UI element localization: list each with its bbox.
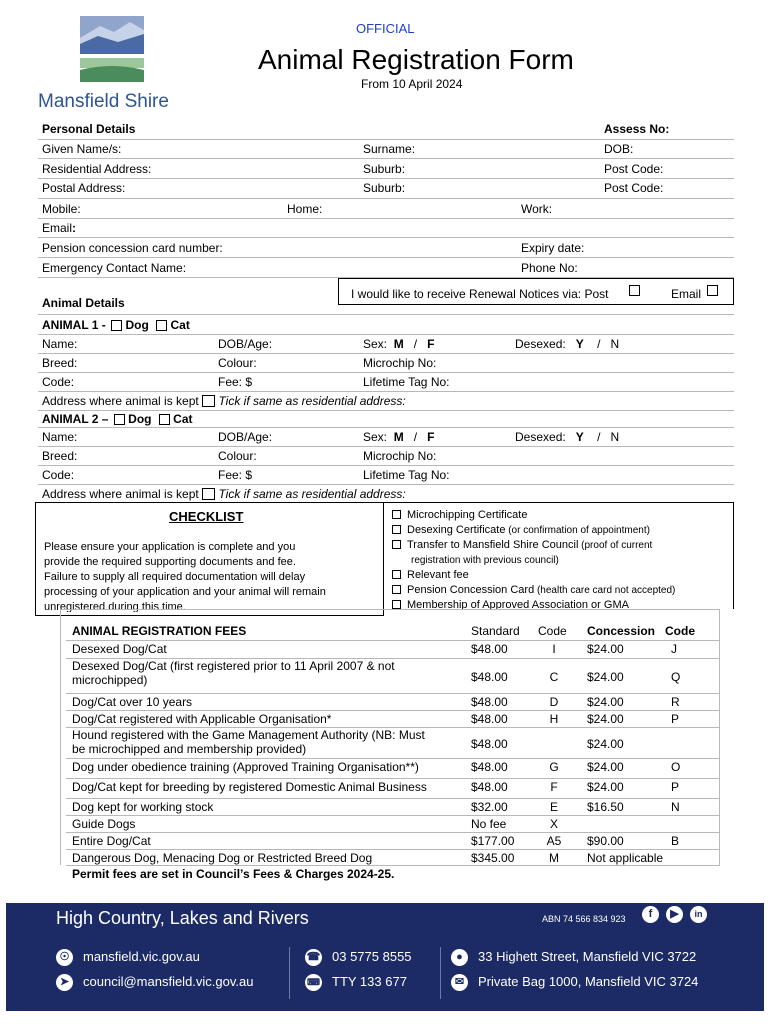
animal2-desexed-field[interactable]	[515, 430, 619, 444]
fee-row-label	[72, 659, 462, 687]
fee-concession: $90.00	[587, 834, 624, 848]
mobile-field[interactable]: Mobile:	[42, 202, 81, 216]
sex-separator: /	[413, 430, 418, 444]
given-names-field[interactable]: Given Name/s:	[42, 142, 122, 156]
footer-abn: ABN 74 566 834 923	[542, 914, 626, 924]
checklist-title: CHECKLIST	[169, 509, 244, 524]
animal1-code-field[interactable]: Code:	[42, 375, 75, 389]
facebook-icon[interactable]: f	[642, 906, 659, 923]
phone-icon: ☎	[305, 949, 322, 966]
animal1-microchip-field[interactable]: Microchip No:	[363, 356, 437, 370]
sex-label: Sex:	[363, 337, 388, 351]
fee-concession-code: P	[671, 712, 680, 726]
checklist-item-checkbox[interactable]	[392, 600, 401, 609]
checklist-body	[44, 540, 380, 612]
animal1-dog-checkbox[interactable]	[111, 320, 122, 331]
fee-row-label	[72, 834, 462, 848]
page-subtitle: From 10 April 2024	[361, 77, 463, 91]
fee-concession-code: P	[671, 780, 680, 794]
animal1-dog-label: Dog	[125, 318, 149, 332]
footer-postal-address: Private Bag 1000, Mansfield VIC 3724	[478, 974, 699, 989]
logo-mountains-icon	[38, 14, 188, 94]
classification-label: OFFICIAL	[356, 21, 415, 36]
fee-row-label-line: Guide Dogs	[72, 817, 136, 831]
surname-field[interactable]: Surname:	[363, 142, 416, 156]
fee-row-label-line: Dog kept for working stock	[72, 800, 214, 814]
animal2-sex-field[interactable]	[363, 430, 434, 444]
fee-concession-code: Q	[671, 670, 681, 684]
permit-fees-note: Permit fees are set in Council’s Fees & Charges 2024-25.	[72, 867, 395, 881]
animal1-sex-field[interactable]	[363, 337, 434, 351]
checklist-item-label: Relevant fee	[407, 569, 469, 581]
checklist-item-label: Microchipping Certificate	[407, 509, 528, 521]
sex-f-option[interactable]: F	[427, 430, 435, 444]
fee-row-label	[72, 760, 462, 774]
fee-row-label	[72, 780, 462, 794]
expiry-date-field[interactable]: Expiry date:	[521, 241, 585, 255]
animal2-address-row	[42, 487, 406, 501]
email-colon: :	[72, 221, 77, 235]
fee-row-label-line: Desexed Dog/Cat (first registered prior to 11 April 2007 & not	[72, 659, 395, 673]
checklist-item[interactable]	[392, 539, 652, 552]
fee-code: I	[552, 642, 556, 656]
animal1-same-address-label: Tick if same as residential address:	[218, 394, 406, 408]
fee-row-label	[72, 712, 462, 726]
fee-concession-code: O	[671, 760, 681, 774]
linkedin-icon[interactable]: in	[690, 906, 707, 923]
fee-standard: $48.00	[471, 695, 508, 709]
fee-concession: $16.50	[587, 800, 624, 814]
fee-row	[66, 816, 720, 833]
fee-concession-code: R	[671, 695, 680, 709]
personal-details-heading: Personal Details	[42, 122, 136, 136]
footer-email[interactable]: council@mansfield.vic.gov.au	[83, 974, 254, 989]
animal2-lifetime-tag-field[interactable]: Lifetime Tag No:	[363, 468, 450, 482]
checklist-item-note-continued: registration with previous council)	[411, 555, 559, 566]
checklist-body-line: processing of your application and your animal will remain	[44, 586, 326, 598]
checklist-body-line: Please ensure your application is complete and you	[44, 541, 296, 553]
animal2-title: ANIMAL 2 –	[42, 412, 109, 426]
fees-header-concession-code: Code	[665, 624, 695, 638]
work-phone-field[interactable]: Work:	[521, 202, 553, 216]
fee-code: H	[549, 712, 559, 726]
fee-concession: $24.00	[587, 760, 624, 774]
animal1-same-address-checkbox[interactable]	[202, 395, 215, 407]
renewal-post-checkbox[interactable]	[629, 285, 640, 296]
animal2-dog-checkbox[interactable]	[114, 414, 125, 425]
fee-standard: $32.00	[471, 800, 508, 814]
fee-concession: $24.00	[587, 712, 624, 726]
animal2-cat-label: Cat	[173, 412, 193, 426]
animal2-dog-label: Dog	[128, 412, 152, 426]
location-pin-icon: ●	[451, 949, 468, 966]
animal-details-heading: Animal Details	[42, 296, 125, 310]
animal1-title: ANIMAL 1 -	[42, 318, 106, 332]
fee-row	[66, 728, 720, 759]
checklist-body-line: provide the required supporting documents and fee.	[44, 556, 296, 568]
fee-row	[66, 711, 720, 728]
fee-code: F	[550, 780, 558, 794]
animal2-code-field[interactable]: Code:	[42, 468, 75, 482]
animal1-heading	[42, 318, 190, 332]
fee-standard: $48.00	[471, 780, 508, 794]
fee-standard: $48.00	[471, 760, 508, 774]
checklist-item-note: (proof of current	[578, 540, 653, 551]
tty-icon: ⌨	[305, 974, 322, 991]
emergency-phone-field[interactable]: Phone No:	[521, 261, 578, 275]
email-label: Email	[42, 221, 73, 235]
postal-postcode-field[interactable]: Post Code:	[604, 181, 664, 195]
checklist-item-checkbox[interactable]	[392, 570, 401, 579]
postal-address-field[interactable]: Postal Address:	[42, 181, 126, 195]
fee-row-label-line: Entire Dog/Cat	[72, 834, 151, 848]
checklist-item-checkbox[interactable]	[392, 540, 401, 549]
fee-concession: $24.00	[587, 642, 624, 656]
fee-standard: $48.00	[471, 642, 508, 656]
animal1-name-field[interactable]: Name:	[42, 337, 78, 351]
checklist-item-note: (or confirmation of appointment)	[505, 525, 650, 536]
fee-row	[66, 759, 720, 776]
fee-concession: $24.00	[587, 780, 624, 794]
desexed-separator: /	[597, 430, 601, 444]
council-logo	[38, 14, 188, 114]
checklist-item[interactable]	[392, 569, 469, 582]
page-title: Animal Registration Form	[258, 44, 574, 75]
animal2-address-label: Address where animal is kept	[42, 487, 199, 501]
fee-row-label-line: Desexed Dog/Cat	[72, 642, 167, 656]
fee-row-label	[72, 800, 462, 814]
checklist-items-box	[384, 502, 734, 609]
send-icon: ➤	[56, 974, 73, 991]
fee-row	[66, 833, 720, 850]
animal2-name-field[interactable]: Name:	[42, 430, 78, 444]
emergency-contact-field[interactable]: Emergency Contact Name:	[42, 261, 187, 275]
checklist-item[interactable]	[392, 584, 675, 597]
checklist-item[interactable]	[392, 524, 650, 537]
animal1-address-row	[42, 394, 406, 408]
residential-postcode-field[interactable]: Post Code:	[604, 162, 664, 176]
fee-code: A5	[546, 834, 562, 848]
fee-row-label	[72, 695, 462, 709]
footer-divider	[289, 947, 290, 999]
desexed-separator: /	[597, 337, 601, 351]
desexed-n-option[interactable]: N	[610, 430, 620, 444]
fee-row	[66, 779, 720, 799]
checklist-item-label: Pension Concession Card	[407, 584, 535, 596]
checklist-item-label: Desexing Certificate	[407, 524, 506, 536]
fee-code: M	[549, 851, 559, 865]
footer-tagline: High Country, Lakes and Rivers	[56, 908, 309, 928]
fee-row-label-line: Dangerous Dog, Menacing Dog or Restricted Breed Dog	[72, 851, 373, 865]
sex-separator: /	[413, 337, 418, 351]
footer-divider	[440, 947, 441, 999]
checklist-item[interactable]	[392, 599, 629, 609]
checklist-item-label: Membership of Approved Association or GMA	[407, 599, 629, 609]
animal2-microchip-field[interactable]: Microchip No:	[363, 449, 437, 463]
sex-f-option[interactable]: F	[427, 337, 435, 351]
animal2-colour-field[interactable]: Colour:	[218, 449, 257, 463]
dob-field[interactable]: DOB:	[604, 142, 634, 156]
fee-row-divider	[66, 865, 720, 866]
checklist-body-line: unregistered during this time.	[44, 601, 186, 612]
animal1-cat-label: Cat	[170, 318, 190, 332]
fee-row-label	[72, 817, 462, 831]
checklist-item-label: Transfer to Mansfield Shire Council	[407, 539, 579, 551]
fee-row	[66, 799, 720, 816]
desexed-y-option[interactable]: Y	[575, 430, 584, 444]
fee-code: G	[549, 760, 559, 774]
renewal-email-checkbox[interactable]	[707, 285, 718, 296]
sex-m-option[interactable]: M	[393, 337, 404, 351]
animal1-desexed-field[interactable]	[515, 337, 619, 351]
animal2-heading	[42, 412, 193, 426]
animal1-colour-field[interactable]: Colour:	[218, 356, 257, 370]
fee-row-label	[72, 642, 462, 656]
animal1-cat-checkbox[interactable]	[156, 320, 167, 331]
postal-suburb-field[interactable]: Suburb:	[363, 181, 406, 195]
email-field[interactable]	[42, 221, 76, 235]
fee-row-label-line: be microchipped and membership provided)	[72, 742, 307, 756]
fee-row	[66, 659, 720, 694]
fee-code: X	[549, 817, 558, 831]
fee-code: C	[549, 670, 559, 684]
fee-row-label-line: Dog under obedience training (Approved Training Organisation**)	[72, 760, 419, 774]
fee-code: E	[549, 800, 558, 814]
footer-phone[interactable]: 03 5775 8555	[332, 949, 412, 964]
animal1-lifetime-tag-field[interactable]: Lifetime Tag No:	[363, 375, 450, 389]
sex-label: Sex:	[363, 430, 388, 444]
animal2-cat-checkbox[interactable]	[159, 414, 170, 425]
fee-standard: $48.00	[471, 737, 508, 751]
fees-header-label: ANIMAL REGISTRATION FEES	[72, 624, 247, 638]
animal1-fee-field[interactable]: Fee: $	[218, 375, 253, 389]
fee-row-label-line: Hound registered with the Game Management Authority (NB: Must	[72, 728, 425, 742]
fee-code: D	[549, 695, 559, 709]
footer-banner	[6, 903, 764, 1011]
fee-row-label-line: Dog/Cat registered with Applicable Organisation*	[72, 712, 332, 726]
fees-header-code: Code	[538, 624, 567, 638]
fee-row-label-line: microchipped)	[72, 673, 148, 687]
pension-card-field[interactable]: Pension concession card number:	[42, 241, 223, 255]
checklist-item-checkbox[interactable]	[392, 525, 401, 534]
fees-header-concession: Concession	[587, 624, 656, 638]
fee-standard: No fee	[471, 817, 507, 831]
animal1-dob-field[interactable]: DOB/Age:	[218, 337, 273, 351]
animal1-breed-field[interactable]: Breed:	[42, 356, 78, 370]
renewal-notice-label: I would like to receive Renewal Notices via: Post	[351, 287, 609, 301]
fee-row	[66, 641, 720, 658]
animal2-fee-field[interactable]: Fee: $	[218, 468, 253, 482]
checklist-item-checkbox[interactable]	[392, 585, 401, 594]
animal2-same-address-label: Tick if same as residential address:	[218, 487, 406, 501]
fee-standard: $345.00	[471, 851, 515, 865]
footer-website[interactable]: mansfield.vic.gov.au	[83, 949, 200, 964]
animal2-same-address-checkbox[interactable]	[202, 488, 215, 500]
assess-no-label: Assess No:	[604, 122, 670, 136]
fee-row-label-line: Dog/Cat over 10 years	[72, 695, 193, 709]
fee-concession: $24.00	[587, 737, 624, 751]
globe-icon: ☉	[56, 949, 73, 966]
logo-text: Mansfield Shire	[38, 91, 169, 112]
youtube-icon[interactable]: ▶	[666, 906, 683, 923]
checklist-item[interactable]	[392, 509, 527, 522]
fee-concession: $24.00	[587, 670, 624, 684]
desexed-y-option[interactable]: Y	[575, 337, 584, 351]
residential-address-field[interactable]: Residential Address:	[42, 162, 152, 176]
checklist-item-note: (health care card not accepted)	[534, 585, 676, 596]
fee-row-label-line: Dog/Cat kept for breeding by registered Domestic Animal Business	[72, 780, 427, 794]
fee-row	[66, 694, 720, 711]
mail-icon: ✉	[451, 974, 468, 991]
fee-row-label	[72, 851, 462, 865]
desexed-n-option[interactable]: N	[610, 337, 620, 351]
animal2-dob-field[interactable]: DOB/Age:	[218, 430, 273, 444]
fee-concession-code: B	[671, 834, 680, 848]
fee-concession-code: J	[671, 642, 677, 656]
fee-row-label	[72, 728, 462, 756]
renewal-email-label: Email	[671, 287, 702, 301]
fee-standard: $48.00	[471, 712, 508, 726]
fee-standard: $177.00	[471, 834, 515, 848]
sex-m-option[interactable]: M	[393, 430, 404, 444]
checklist-item-checkbox[interactable]	[392, 510, 401, 519]
fee-concession-code: N	[671, 800, 680, 814]
fee-concession: Not applicable	[587, 851, 664, 865]
animal1-address-label: Address where animal is kept	[42, 394, 199, 408]
desexed-label: Desexed:	[515, 337, 566, 351]
fee-standard: $48.00	[471, 670, 508, 684]
home-phone-field[interactable]: Home:	[287, 202, 323, 216]
desexed-label: Desexed:	[515, 430, 566, 444]
footer-tty: TTY 133 677	[332, 974, 407, 989]
fees-header-standard: Standard	[471, 624, 520, 638]
animal2-breed-field[interactable]: Breed:	[42, 449, 78, 463]
footer-street-address: 33 Highett Street, Mansfield VIC 3722	[478, 949, 697, 964]
fee-concession: $24.00	[587, 695, 624, 709]
checklist-body-line: Failure to supply all required documentation will delay	[44, 571, 306, 583]
residential-suburb-field[interactable]: Suburb:	[363, 162, 406, 176]
fees-table-header	[66, 624, 720, 638]
